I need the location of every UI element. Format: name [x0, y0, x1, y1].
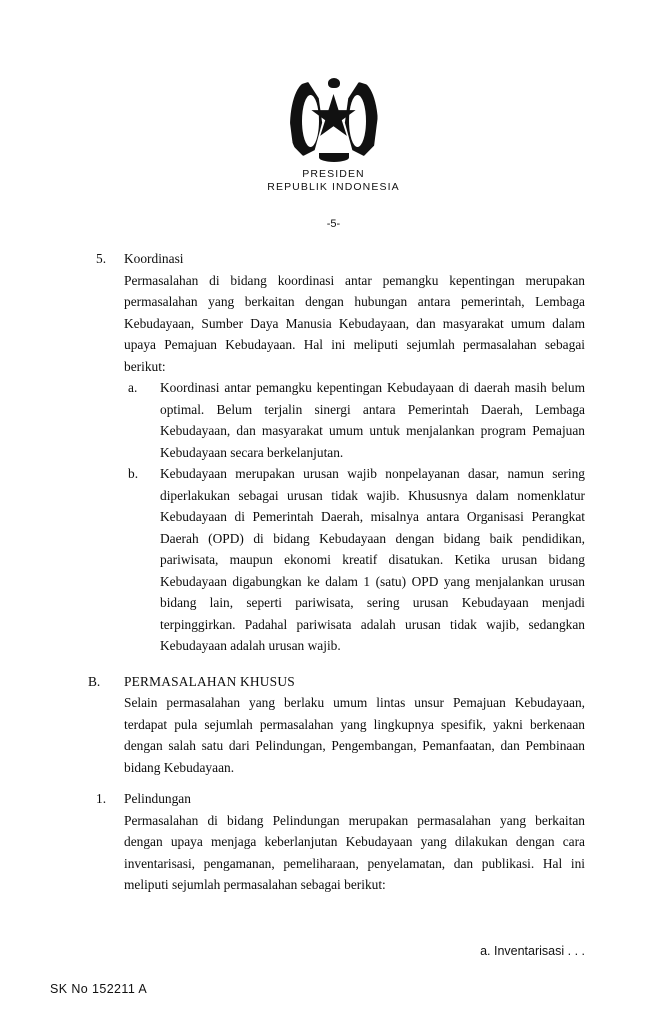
section-5-marker: 5.: [96, 251, 107, 266]
garuda-star-emblem-icon: [288, 78, 380, 160]
item-1-marker: 1.: [96, 791, 107, 806]
continuation-note: a. Inventarisasi . . .: [480, 944, 585, 958]
spacer: [82, 657, 585, 671]
presidential-emblem-block: [0, 78, 667, 194]
item-b-text: Kebudayaan merupakan urusan wajib nonpelayanan dasar, namun sering diperlakukan sebagai urusan tidak wajib. Khususnya dalam nomenklatur Kebudayaan di Pemerintah Daerah, misalnya antara Organisasi Perangkat Daerah (OPD) di bidang Kebudayaan dengan bidang baik pendidikan, pariwisata, maupun ekonomi kreatif disatukan. Ketika urusan bidang Kebudayaan digabungkan ke dalam 1 (satu) OPD yang menjalankan urusan bidang lain, seperti pariwisata, sering urusan Kebudayaan menjadi terpinggirkan. Padahal pariwisata adalah urusan tidak wajib, sedangkan Kebudayaan adalah urusan wajib.: [160, 466, 585, 653]
emblem-caption-line1: PRESIDEN: [302, 168, 365, 180]
section-5-heading: Koordinasi: [124, 251, 184, 266]
document-body: [82, 248, 585, 896]
wreath-left-icon: [290, 82, 324, 156]
section-5-item-a: [82, 377, 585, 463]
emblem-caption-line2: REPUBLIK INDONESIA: [267, 181, 400, 193]
item-a-marker: a.: [128, 380, 138, 395]
section-b-heading: PERMASALAHAN KHUSUS: [124, 673, 295, 689]
spacer: [82, 778, 585, 788]
item-1-paragraph: Permasalahan di bidang Pelindungan merupakan permasalahan yang berkaitan dengan upaya menjaga keberlanjutan Kebudayaan yang dilakukan dengan cara inventarisasi, pengamanan, pemeliharaan, penyelamatan, dan publikasi. Hal ini meliputi sejumlah permasalahan sebagai berikut:: [124, 812, 585, 892]
wreath-right-icon: [344, 82, 378, 156]
item-b-marker: b.: [128, 466, 139, 481]
emblem-top-ornament: [328, 78, 340, 88]
section-b-item-1: [82, 788, 585, 896]
emblem-caption: [0, 168, 667, 194]
section-item-5: [82, 248, 585, 377]
document-footer-code: SK No 152211 A: [50, 982, 148, 996]
section-5-paragraph: Permasalahan di bidang koordinasi antar pemangku kepentingan merupakan permasalahan yang berkaitan dengan hubungan antara pemerintah, Lembaga Kebudayaan, Sumber Daya Manusia Kebudayaan, dan masyarakat umum dalam upaya Pemajuan Kebudayaan. Hal ini meliputi sejumlah permasalahan sebagai berikut:: [124, 272, 585, 374]
section-b: [82, 671, 585, 779]
emblem-base-ornament: [319, 153, 349, 162]
section-5-item-b: [82, 463, 585, 657]
section-b-paragraph: Selain permasalahan yang berlaku umum lintas unsur Pemajuan Kebudayaan, terdapat pula sejumlah permasalahan yang lingkupnya spesifik, yakni berkenaan dengan salah satu dari Pelindungan, Pengembangan, Pemanfaatan, dan Pembinaan bidang Kebudayaan.: [124, 695, 585, 775]
item-1-heading: Pelindungan: [124, 791, 191, 806]
item-a-text: Koordinasi antar pemangku kepentingan Kebudayaan di daerah masih belum optimal. Belum terjalin sinergi antara Pemerintah Daerah, Lembaga Kebudayaan, dan masyarakat umum untuk menjalankan program Pemajuan Kebudayaan secara berkelanjutan.: [160, 380, 585, 460]
page-number: -5-: [326, 218, 341, 230]
section-b-marker: B.: [88, 673, 101, 689]
